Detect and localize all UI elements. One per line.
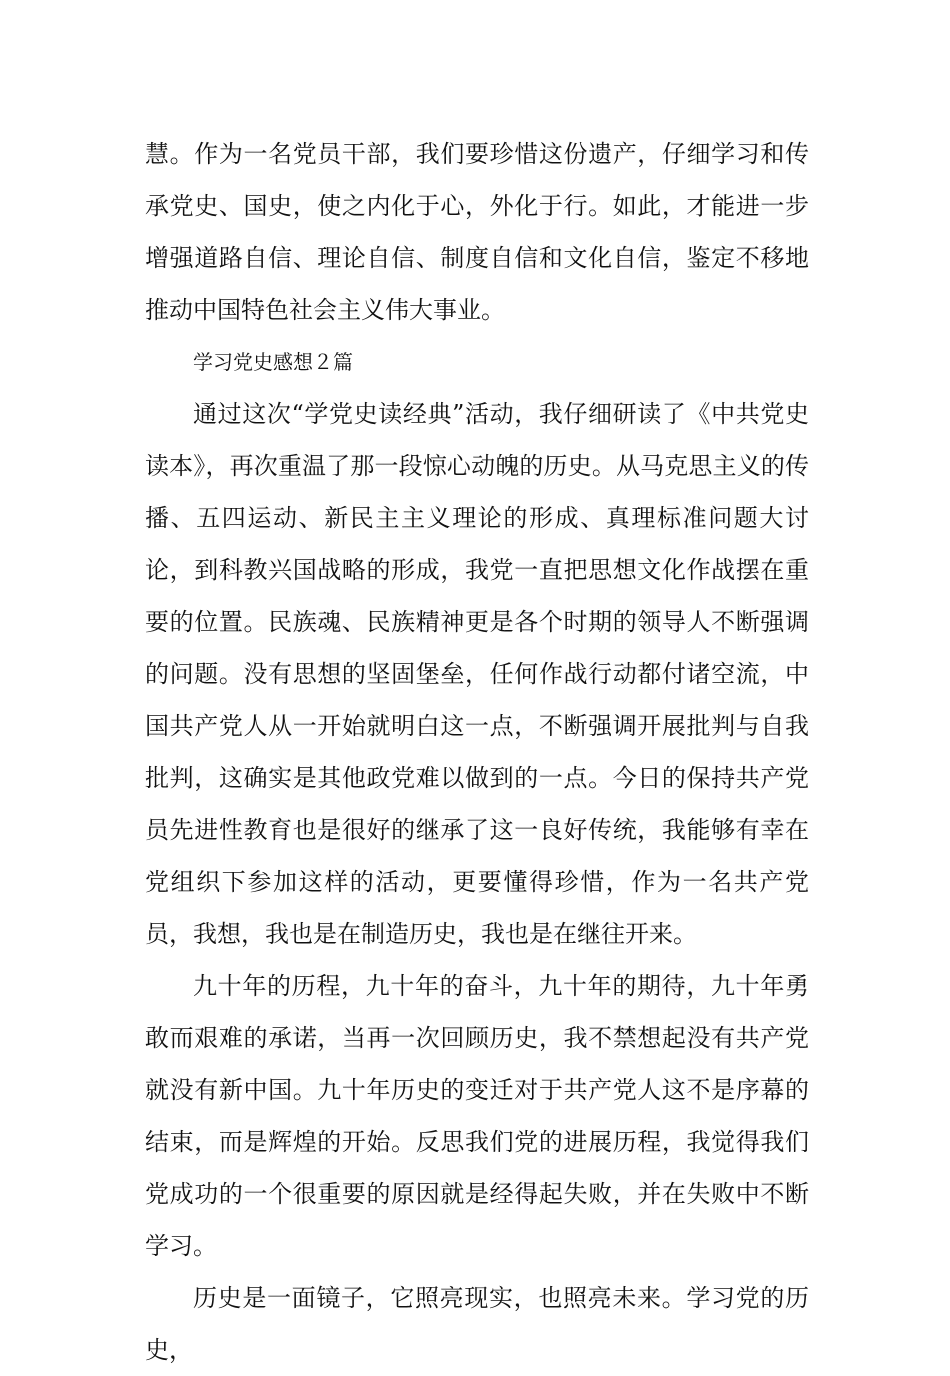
section-heading: 学习党史感想２篇 <box>193 350 353 374</box>
paragraph-3: 九十年的历程，九十年的奋斗，九十年的期待，九十年勇敢而艰难的承诺，当再一次回顾历史，我不禁想起没有共产党就没有新中国。九十年历史的变迁对于共产党人这不是序幕的结束，而是辉煌的开始。反思我们党的进展历程，我觉得我们党成功的一个很重要的原因就是经得起失败，并在失败中不断学习。 <box>145 972 809 1260</box>
document-body <box>145 128 809 1376</box>
paragraph-1: 慧。作为一名党员干部，我们要珍惜这份遗产，仔细学习和传承党史、国史，使之内化于心，外化于行。如此，才能进一步增强道路自信、理论自信、制度自信和文化自信，鉴定不移地推动中国特色社会主义伟大事业。 <box>145 140 809 324</box>
paragraph-4: 历史是一面镜子，它照亮现实，也照亮未来。学习党的历史， <box>145 1284 809 1364</box>
paragraph-2: 通过这次“学党史读经典”活动，我仔细研读了《中共党史读本》，再次重温了那一段惊心动魄的历史。从马克思主义的传播、五四运动、新民主主义理论的形成、真理标准问题大讨论，到科教兴国战略的形成，我党一直把思想文化作战摆在重要的位置。民族魂、民族精神更是各个时期的领导人不断强调的问题。没有思想的坚固堡垒，任何作战行动都付诸空流，中国共产党人从一开始就明白这一点，不断强调开展批判与自我批判，这确实是其他政党难以做到的一点。今日的保持共产党员先进性教育也是很好的继承了这一良好传统，我能够有幸在党组织下参加这样的活动，更要懂得珍惜，作为一名共产党员，我想，我也是在制造历史，我也是在继往开来。 <box>145 400 809 948</box>
